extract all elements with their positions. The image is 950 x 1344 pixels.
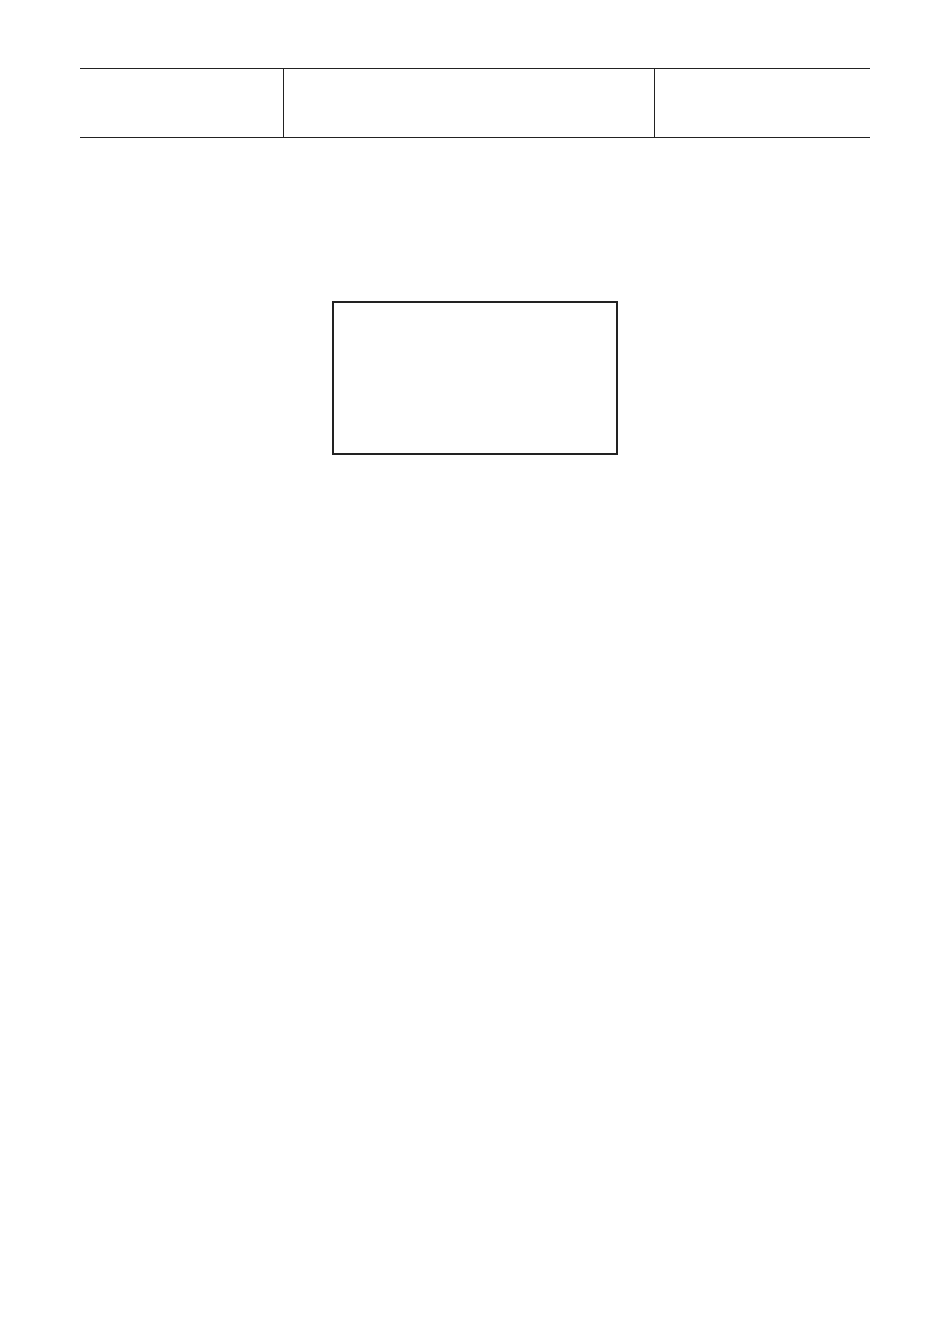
figure3-hanzi-matrix <box>310 1006 645 1178</box>
page-header <box>80 68 870 138</box>
page-footer <box>0 1248 950 1263</box>
header-motto <box>283 69 653 137</box>
header-divider <box>654 69 655 137</box>
figure2-led-bottom-view <box>330 300 620 460</box>
figure2-frame <box>333 302 617 454</box>
